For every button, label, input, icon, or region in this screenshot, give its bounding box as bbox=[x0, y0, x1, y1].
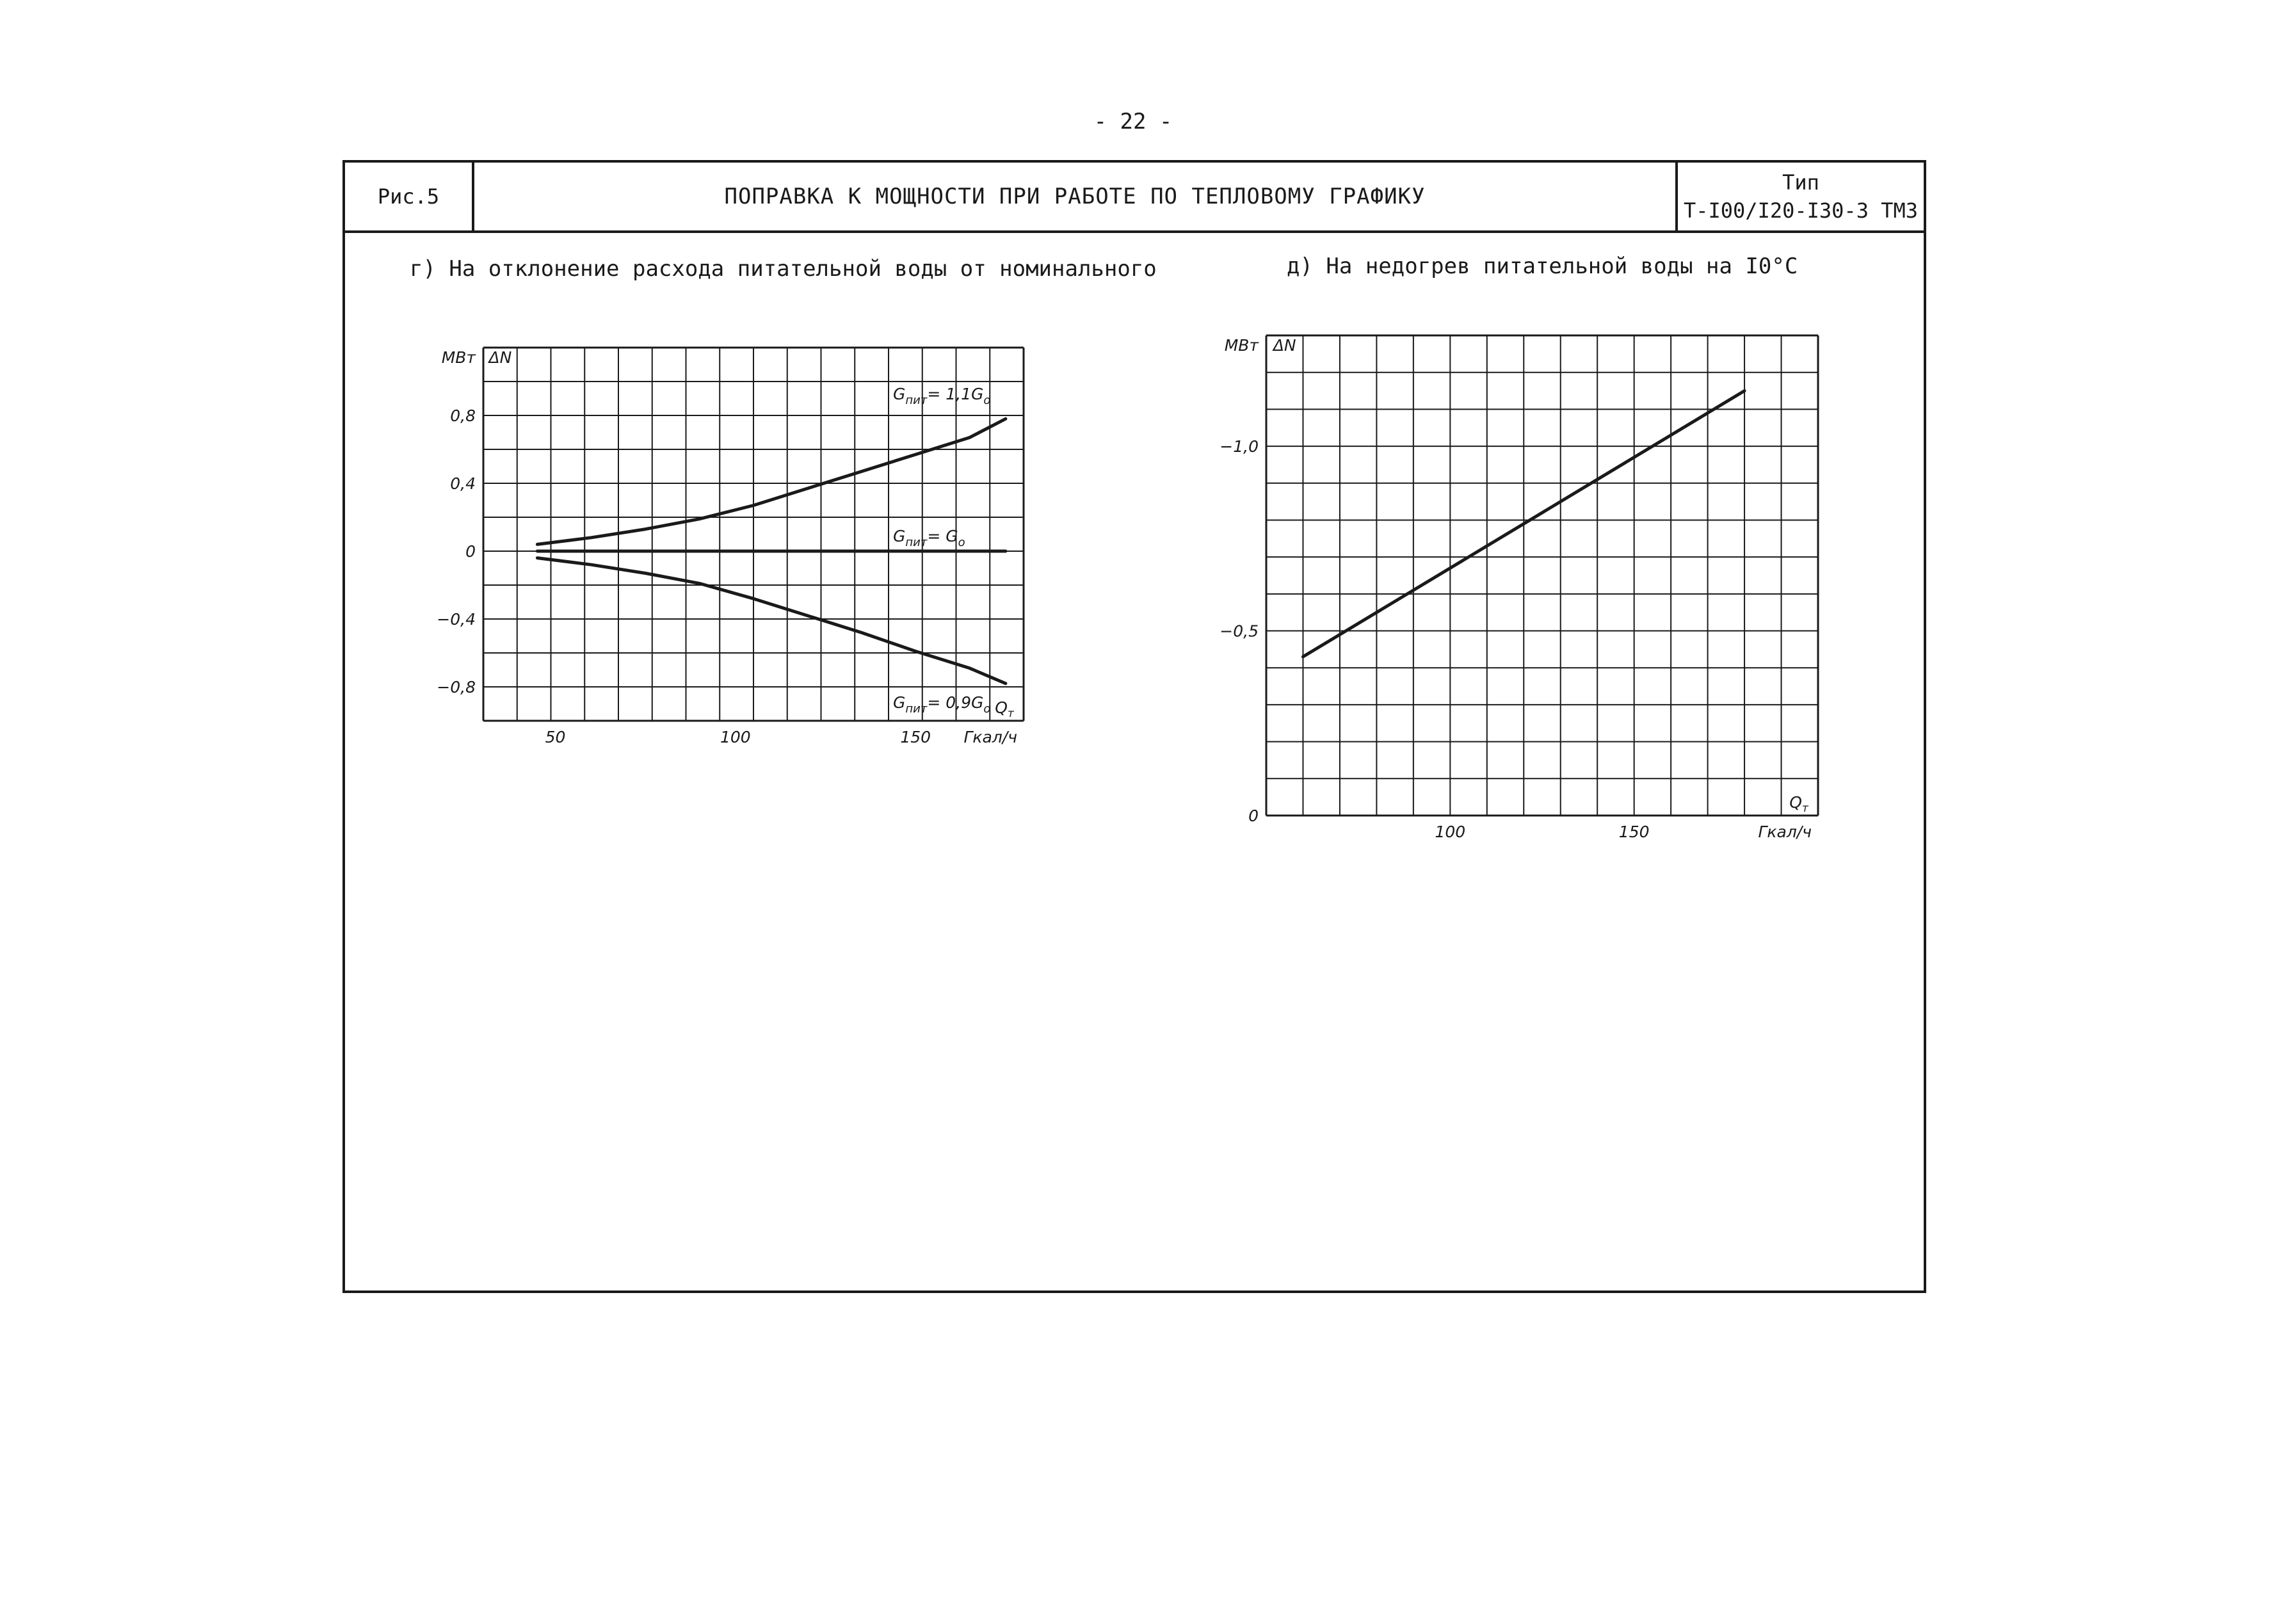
x-tick-label: 150 bbox=[900, 728, 931, 746]
type-label: Тип bbox=[1782, 170, 1819, 195]
y-tick-label: −1,0 bbox=[1220, 437, 1259, 456]
x-axis-unit: Гкал/ч bbox=[1758, 823, 1812, 841]
x-tick-label: 50 bbox=[545, 728, 566, 746]
y-tick-label: 0 bbox=[1248, 807, 1259, 825]
y-tick-label: 0 bbox=[465, 542, 476, 561]
y-axis-symbol: ΔN bbox=[1273, 336, 1296, 355]
figure-title: ПОПРАВКА К МОЩНОСТИ ПРИ РАБОТЕ ПО ТЕПЛОВОМУ ГРАФИКУ bbox=[474, 163, 1678, 230]
chart-d-title: д) На недогрев питательной воды на I0°C bbox=[1287, 253, 1798, 279]
y-tick-label: 0,4 bbox=[450, 474, 476, 493]
series-label: $G_{пит}= G_о$ bbox=[893, 527, 965, 549]
chart-d bbox=[1220, 335, 1818, 841]
type-value: Т-I00/I20-I30-3 ТМЗ bbox=[1683, 198, 1919, 223]
x-tick-label: 100 bbox=[720, 728, 751, 746]
x-tick-label: 100 bbox=[1435, 823, 1466, 841]
y-tick-label: −0,5 bbox=[1220, 622, 1259, 641]
chart-g bbox=[437, 348, 1024, 746]
x-axis-symbol: $Q_т$ bbox=[1789, 793, 1808, 815]
x-axis-symbol: $Q_т$ bbox=[995, 698, 1014, 720]
y-tick-label: −0,8 bbox=[437, 678, 476, 696]
x-axis-unit: Гкал/ч bbox=[963, 728, 1017, 746]
y-axis-symbol: ΔN bbox=[488, 348, 512, 367]
x-tick-label: 150 bbox=[1618, 823, 1650, 841]
y-tick-label: 0,8 bbox=[450, 406, 476, 425]
y-axis-unit: МВт bbox=[1224, 336, 1259, 355]
y-axis-unit: МВт bbox=[441, 348, 476, 367]
chart-g-title: г) На отклонение расхода питательной воды от номинального bbox=[410, 256, 1157, 282]
series-line bbox=[537, 558, 1006, 684]
series-label: $G_{пит}= 1,1G_о$ bbox=[893, 385, 991, 407]
series-label: $G_{пит}= 0,9G_о$ bbox=[893, 693, 991, 716]
y-tick-label: −0,4 bbox=[437, 610, 476, 629]
page-number: - 22 - bbox=[1093, 109, 1173, 134]
figure-number: Рис.5 bbox=[345, 163, 474, 230]
series-line bbox=[537, 419, 1006, 544]
